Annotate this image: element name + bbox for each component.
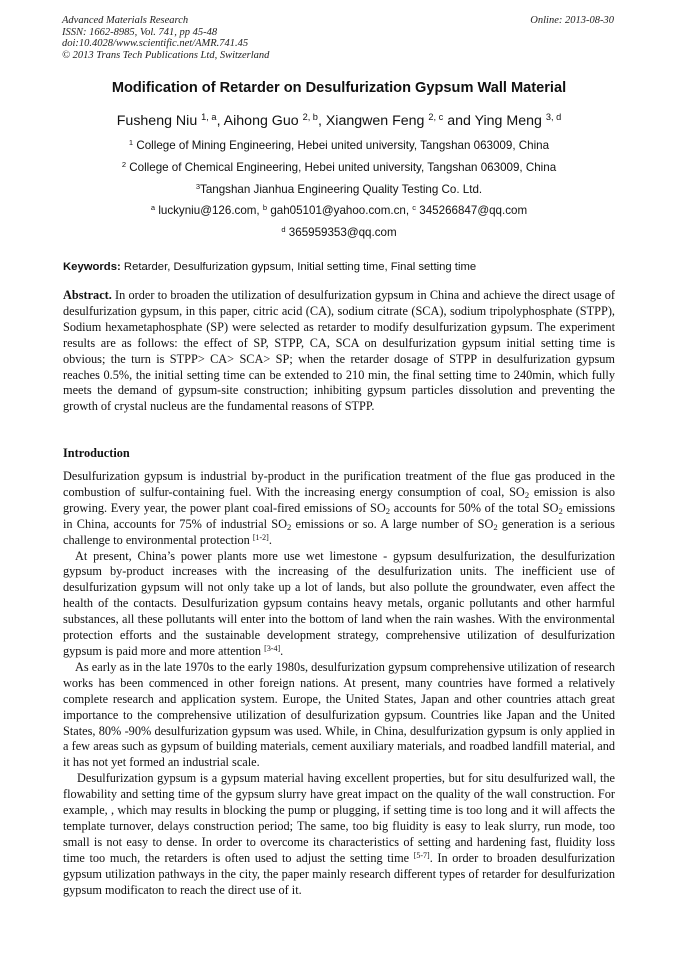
citation[interactable]: [5-7] (413, 850, 430, 860)
author-name: Xiangwen Feng (325, 113, 425, 129)
email-line (0, 204, 678, 217)
issn-line: ISSN: 1662-8985, Vol. 741, pp 45-48 (62, 26, 218, 38)
affiliation-3 (0, 183, 678, 196)
email-marker: d (281, 225, 286, 235)
affiliation-1 (0, 139, 678, 152)
paper-title: Modification of Retarder on Desulfurization Gypsum Wall Material (111, 80, 567, 96)
copyright-line: © 2013 Trans Tech Publications Ltd, Switzerland (62, 49, 270, 61)
email-marker: b (262, 203, 268, 213)
email-line-2 (0, 226, 678, 239)
journal-info (62, 15, 269, 61)
email-marker: c (412, 203, 417, 213)
paragraph-text: . (280, 643, 284, 658)
paragraph (63, 549, 615, 660)
affiliation-2 (0, 161, 678, 174)
abstract-label: Abstract. (63, 288, 112, 302)
paragraph (63, 771, 615, 898)
citation[interactable]: [1-2] (252, 532, 269, 542)
subscript: 2 (558, 506, 563, 517)
abstract (63, 288, 615, 415)
journal-name: Advanced Materials Research (62, 15, 189, 26)
email-address[interactable]: luckyniu@126.com, (155, 204, 263, 217)
affiliation-marker: 3 (195, 182, 201, 192)
paragraph-text: At present, China’s power plants more use wet limestone - gypsum desulfurization, the desulfurization gypsum by-product increases with the increasing of the desulfurization units. The inefficient use of desulfurization gypsum will not only take up a lot of lands, but also pollute the groundwater, even affect the health of the contacts. Desulfurization gypsum contains heavy metals, organic pollutants and other harmful substances, all these pollutants will enter into the bottom of land when the rain washes. With the environmental protection efforts and the sustainable development strategy, comprehensive utilization of desulfurization gypsum is paid more and more attention (63, 548, 615, 658)
affiliation-text: Tangshan Jianhua Engineering Quality Testing Co. Ltd. (200, 183, 483, 196)
author-separator: , (216, 113, 224, 129)
citation[interactable]: [3-4] (264, 643, 281, 653)
paragraph (63, 660, 615, 771)
subscript: 2 (286, 522, 292, 533)
paragraph (63, 469, 615, 549)
email-address[interactable]: 345266847@qq.com (416, 204, 528, 217)
paragraph-text: accounts for 50% of the total SO (390, 500, 559, 515)
author-name: Ying Meng (474, 113, 542, 129)
paragraph-text: As early as in the late 1970s to the early 1980s, desulfurization gypsum comprehensive utilization of research works has been commenced in other foreign nations. At present, many countries have formed a relatively complete research and application system. Europe, the United States, Japan and other countries attach great importance to the comprehensive utilization of desulfurization gypsum. Countries like Japan and the United States, 80% -90% desulfurization gypsum was used. While, in China, desulfurization gypsum is only applied in a few areas such as gypsum of building materials, cement auxiliary materials, and roadbed landfill material, and it has not yet formed an industrial scale. (63, 659, 615, 770)
online-date: Online: 2013-08-30 (530, 15, 614, 26)
author-marker: 3, d (545, 112, 562, 123)
author-name: Fusheng Niu (116, 113, 198, 129)
paragraph-text: generation is a serious challenge to environmental protection (63, 516, 615, 547)
author-marker: 2, c (428, 112, 444, 123)
paragraph-text: . In order to broaden desulfurization gypsum utilization pathways in the city, the paper mainly research different types of retarder for desulfurization gypsum modificaton to reach the direct use of it. (63, 850, 615, 897)
email-address[interactable]: gah05101@yahoo.com.cn, (267, 204, 413, 217)
author-separator: , (317, 113, 326, 129)
paragraph-text: Desulfurization gypsum is a gypsum material having excellent properties, but for situ desulfurized wall, the flowability and setting time of the gypsum slurry have great impact on the quality of the wall construction. For example, , which may results in blocking the pump or plugging, if setting time is too long and it will affects the template turnover, delays construction period; The same, too big fluidity is easy to leak slurry, run mode, too small is not easy to dense. In order to overcome its characteristics of setting and hardening fast, fluidity loss time too much, the retarders is often used to adjust the setting time (63, 771, 615, 865)
subscript: 2 (524, 490, 530, 501)
keywords-text: Retarder, Desulfurization gypsum, Initial setting time, Final setting time (120, 261, 477, 273)
doi-line: doi:10.4028/www.scientific.net/AMR.741.45 (62, 38, 249, 49)
author-name: Aihong Guo (223, 113, 299, 129)
abstract-text: In order to broaden the utilization of desulfurization gypsum in China and achieve the direct usage of desulfurization gypsum, in this paper, citric acid (CA), sodium citrate (SCA), sodium tripolyphosphate (STPP), Sodium hexametaphosphate (SP) were selected as retarder to modify desulfurization gypsum. The experiment results are as follows: the effect of SP, STPP, CA, SCA on desulfurization gypsum initial setting time is obvious; the turn is STPP> CA> SCA> SP; when the retarder dosage of STPP in desulfurization gypsum reaches 0.5%, the initial setting time can be extended to 210 min, the final setting time to 240min, which fully meets the demand of gypsum-site construction; inhibiting gypsum particles dissolution and preventing the growth of crystal nucleus are the fundamental reasons of STPP. (63, 288, 615, 414)
section-heading-introduction: Introduction (63, 446, 130, 460)
paragraph-text: Desulfurization gypsum is industrial by-product in the purification treatment of the flue gas produced in the combustion of sulfur-containing fuel. With the increasing energy consumption of coal, SO (63, 469, 615, 499)
affiliation-text: College of Mining Engineering, Hebei united university, Tangshan 063009, China (133, 139, 550, 152)
author-separator: and (443, 113, 475, 129)
affiliation-text: College of Chemical Engineering, Hebei united university, Tangshan 063009, China (126, 161, 557, 174)
paragraph-text: . (268, 532, 272, 547)
affiliation-marker: 2 (121, 160, 127, 170)
email-marker: a (150, 203, 156, 213)
subscript: 2 (385, 506, 391, 517)
paragraph-text: emissions or so. A large number of SO (291, 516, 494, 531)
paragraph-text: emission is also growing. Every year, the power plant coal-fired emissions of SO (63, 484, 615, 515)
author-list (0, 113, 678, 129)
author-marker: 2, b (302, 112, 318, 123)
subscript: 2 (493, 522, 498, 533)
keywords-line (63, 261, 476, 273)
affiliation-marker: 1 (128, 138, 134, 148)
author-marker: 1, a (201, 112, 217, 123)
email-address[interactable]: 365959353@qq.com (285, 226, 397, 239)
paragraph-text: emissions in China, accounts for 75% of industrial SO (63, 500, 616, 531)
keywords-label: Keywords: (63, 261, 121, 273)
introduction-body (63, 469, 615, 898)
